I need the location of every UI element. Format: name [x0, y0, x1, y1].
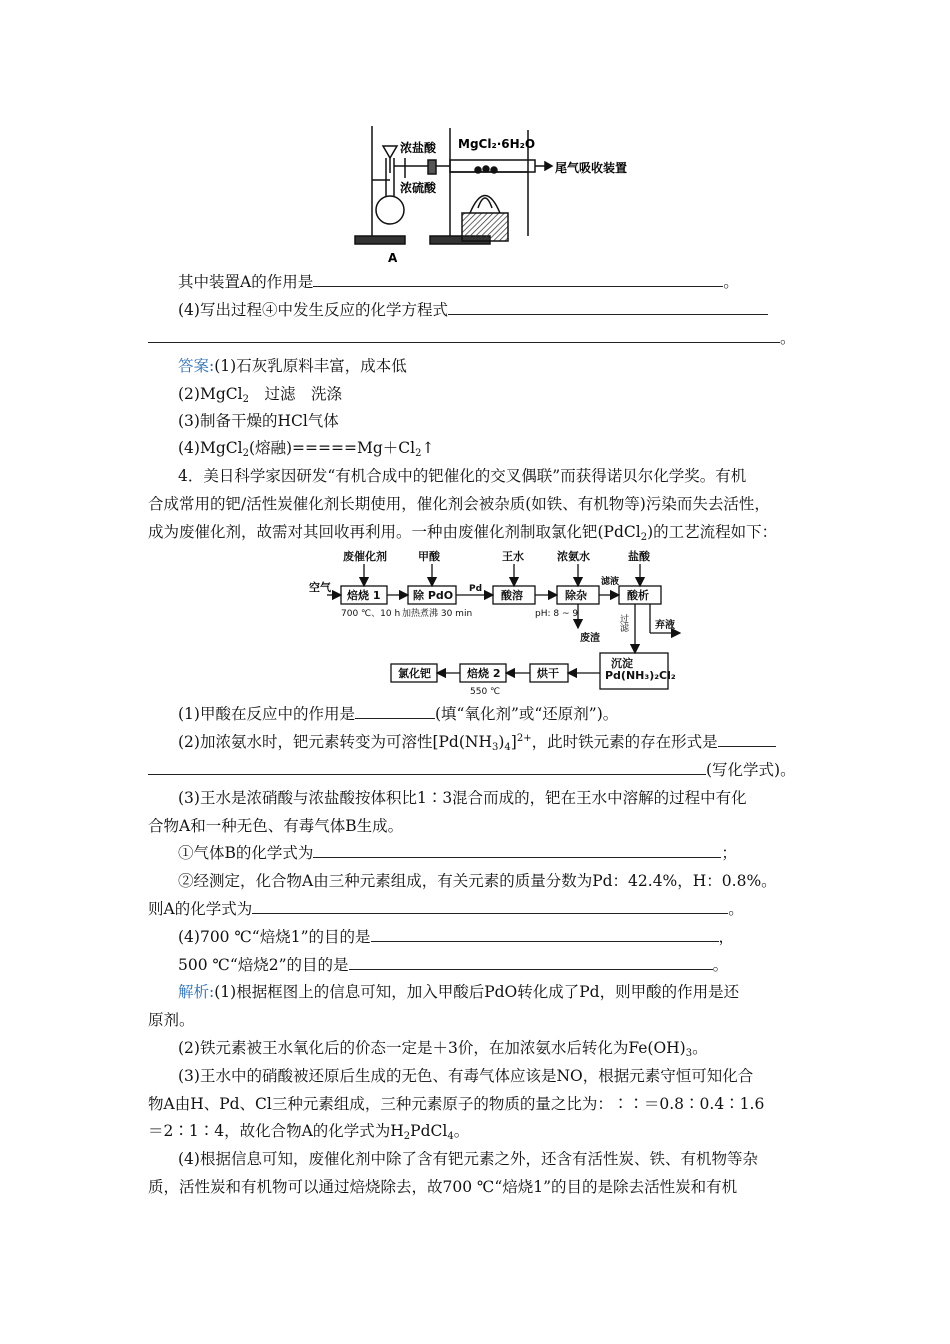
q3-i-line	[178, 843, 737, 863]
subscript: 3	[491, 742, 499, 753]
q3-i-text: ①气体B的化学式为	[178, 844, 314, 862]
flow-ph: pH: 8 ~ 9	[535, 609, 579, 619]
label-conc-h2so4: 浓硫酸	[400, 181, 437, 195]
answer-blank[interactable]	[313, 843, 721, 858]
subscript: 4	[447, 1131, 454, 1142]
answer-blank[interactable]	[371, 927, 719, 942]
label-mgcl2: MgCl₂·6H₂O	[458, 137, 536, 151]
subscript: 4	[504, 742, 511, 753]
answer-blank[interactable]	[252, 899, 728, 914]
flow-filter: 过滤	[618, 614, 628, 632]
answer-blank[interactable]	[148, 760, 706, 775]
analysis-2a: (2)铁元素被王水氧化后的价态一定是＋3价，在加浓氨水后转化为Fe(OH)	[178, 1039, 686, 1057]
flow-pdcl2: 氯化钯	[398, 667, 431, 680]
subscript: 2	[403, 1131, 411, 1142]
q4b-text-1: (4)700 ℃“焙烧1”的目的是	[178, 928, 371, 946]
analysis-line-3c	[148, 1121, 469, 1141]
flow-hcl: 盐酸	[628, 550, 650, 563]
analysis-line-2	[178, 1038, 708, 1058]
q2-line	[178, 732, 776, 752]
answer-blank[interactable]	[349, 955, 713, 970]
q2-line-2	[148, 760, 796, 780]
q2-text-a: (2)加浓氨水时，钯元素转变为可溶性[Pd(NH	[178, 733, 492, 751]
period: 。	[728, 900, 744, 918]
answer-2b: 过滤 洗涤	[248, 385, 342, 403]
answer-2a: (2)MgCl	[178, 385, 243, 403]
superscript: 2+	[516, 733, 532, 744]
q1-text: (1)甲酸在反应中的作用是	[178, 705, 355, 723]
q4-text: (4)写出过程④中发生反应的化学方程式	[178, 301, 448, 319]
answer-3: (3)制备干燥的HCl气体	[178, 412, 339, 430]
label-conc-hcl: 浓盐酸	[400, 141, 437, 155]
answer-blank[interactable]	[355, 704, 435, 719]
answer-blank[interactable]	[313, 272, 723, 287]
q3-line-1: (3)王水是浓硝酸与浓盐酸按体积比1∶3混合而成的，钯在王水中溶解的过程中有化	[178, 789, 747, 807]
flow-remove-impurity: 除杂	[565, 589, 587, 602]
answer-1: (1)石灰乳原料丰富，成本低	[214, 357, 407, 375]
analysis-1a: (1)根据框图上的信息可知，加入甲酸后PdO转化成了Pd，则甲酸的作用是还	[214, 983, 740, 1001]
q3-role-text: 其中装置A的作用是	[178, 273, 314, 291]
q3-ii-line-2	[148, 899, 744, 919]
p4-line-1: 4．美日科学家因研发“有机合成中的钯催化的交叉偶联”而获得诺贝尔化学奖。有机	[178, 467, 747, 485]
subscript: 2	[415, 448, 422, 459]
p4-line-3a: 成为废催化剂，故需对其回收再利用。一种由废催化剂制取氯化钯(PdCl	[148, 523, 641, 541]
subscript: 2	[640, 532, 648, 543]
flow-pd-complex: Pd(NH₃)₂Cl₂	[605, 669, 676, 682]
q3-ii-line: ②经测定，化合物A由三种元素组成，有关元素的质量分数为Pd：42.4%，H：0.8%。	[178, 872, 777, 890]
q2-end: (写化学式)。	[706, 761, 796, 779]
period: 。	[723, 273, 739, 291]
q4b-line-1	[178, 927, 734, 947]
p4-line-2: 合成常用的钯/活性炭催化剂长期使用，催化剂会被杂质(如铁、有机物等)污染而失去活性，	[148, 495, 770, 513]
flow-aqua-regia: 王水	[502, 550, 524, 563]
q1-line	[178, 704, 618, 724]
analysis-3c-a: ＝2∶1∶4，故化合物A的化学式为H	[148, 1122, 404, 1140]
answer-line-1	[178, 356, 407, 376]
analysis-line-3b: 物A由H、Pd、Cl三种元素组成，三种元素原子的物质的量之比为：∶∶＝0.8∶0.4∶1.6	[148, 1095, 765, 1113]
q2-text-d: ，此时铁元素的存在形式是	[531, 733, 718, 751]
flow-roast1: 焙烧 1	[347, 589, 381, 602]
p4-line-3	[148, 522, 777, 542]
flow-precipitate: 沉淀	[611, 657, 633, 670]
period: 。	[780, 329, 796, 347]
analysis-line-3: (3)王水中的硝酸被还原后生成的无色、有毒气体应该是NO，根据元素守恒可知化合	[178, 1067, 754, 1085]
flow-pd: Pd	[469, 584, 483, 594]
flow-discard: 弃液	[655, 620, 675, 631]
analysis-line-4: (4)根据信息可知，废催化剂中除了含有钯元素之外，还含有活性炭、铁、有机物等杂	[178, 1150, 758, 1168]
flow-air: 空气	[309, 581, 331, 594]
q3-role-line	[178, 272, 739, 292]
q2-text-b: )	[498, 733, 505, 751]
flow-acid-dissolve: 酸溶	[501, 589, 523, 602]
q3-line-2: 合物A和一种无色、有毒气体B生成。	[148, 817, 404, 835]
flow-remove-pdo-cond: 加热煮沸 30 min	[402, 609, 473, 619]
flow-filtrate: 滤液	[601, 577, 620, 587]
q4-line-2	[148, 328, 796, 348]
q2-text-c: ]	[510, 733, 517, 751]
flow-roast2-cond: 550 ℃	[470, 687, 501, 697]
semicolon: ；	[721, 844, 737, 862]
flow-roast1-cond: 700 ℃、10 h	[341, 609, 401, 619]
answer-line-4	[178, 438, 434, 458]
q4b-line-2	[178, 955, 728, 975]
analysis-label: 解析:	[178, 983, 215, 1001]
period: 。	[712, 956, 729, 974]
apparatus-figure	[350, 118, 650, 268]
answer-4b: (熔融)=====Mg＋Cl	[248, 439, 416, 457]
p4-line-3b: )的工艺流程如下：	[647, 523, 778, 541]
flow-conc-ammonia: 浓氨水	[557, 550, 590, 563]
flow-acid-precip: 酸析	[627, 589, 649, 602]
subscript: 2	[242, 448, 249, 459]
period: 。	[453, 1122, 470, 1140]
answer-4a: (4)MgCl	[178, 439, 243, 457]
q1-text-end: (填“氧化剂”或“还原剂”)。	[434, 705, 619, 723]
answer-line-3	[178, 411, 339, 431]
subscript: 3	[685, 1048, 693, 1059]
q4-line	[178, 300, 768, 320]
process-flowchart	[305, 548, 685, 698]
analysis-line-1b: 原剂。	[148, 1011, 195, 1029]
comma: ，	[718, 928, 735, 946]
analysis-line-1	[178, 982, 739, 1002]
answer-blank[interactable]	[448, 300, 768, 315]
flow-formic-acid: 甲酸	[418, 550, 440, 563]
answer-blank[interactable]	[148, 328, 780, 343]
flow-roast2: 焙烧 2	[467, 667, 501, 680]
subscript: 2	[242, 394, 249, 405]
flow-waste-residue: 废渣	[580, 633, 600, 644]
analysis-3c-b: PdCl	[410, 1122, 448, 1140]
answer-blank[interactable]	[718, 732, 776, 747]
flow-dry: 烘干	[537, 667, 559, 680]
label-a: A	[388, 251, 398, 265]
label-tail-gas: 尾气吸收装置	[555, 161, 628, 175]
flow-remove-pdo: 除 PdO	[413, 589, 454, 602]
arrow-up: ↑	[421, 439, 435, 457]
answer-line-2	[178, 384, 342, 404]
analysis-line-4b: 质，活性炭和有机物可以通过焙烧除去，故700 ℃“焙烧1”的目的是除去活性炭和有机	[148, 1178, 738, 1196]
answer-label: 答案:	[178, 357, 215, 375]
period: 。	[692, 1039, 708, 1057]
flow-waste-catalyst: 废催化剂	[343, 550, 387, 563]
q3-ii-text: 则A的化学式为	[148, 900, 253, 918]
q4b-text-2: 500 ℃“焙烧2”的目的是	[178, 956, 349, 974]
